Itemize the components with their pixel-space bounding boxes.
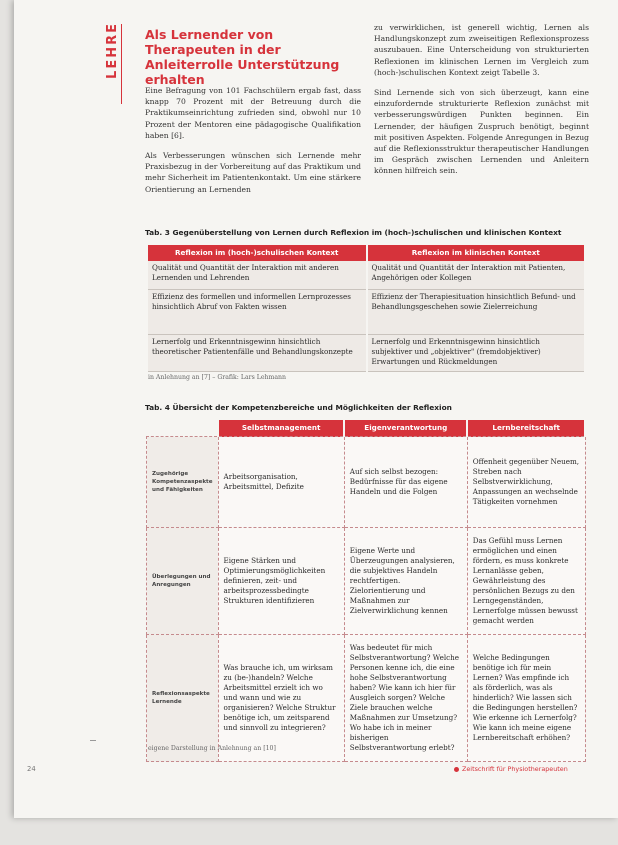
table-cell: Effizienz der Therapiesituation hinsichtlich Befund- und Behandlungsgeschehen sowie Zielerreichung <box>367 290 586 335</box>
paragraph: Als Verbesserungen wünschen sich Lernende mehr Praxisbezug in der Vorbereitung auf das Praktikum und mehr Sicherheit im Patientenkontakt. Um eine stärkere Orientierung an Lernenden <box>145 151 361 194</box>
bullet-icon <box>454 767 459 772</box>
section-label: LEHRE <box>105 22 120 79</box>
paragraph: Eine Befragung von 101 Fachschülern ergab fast, dass knapp 70 Prozent mit der Betreuung durch die Praktikumseinrichtung zufrieden sind, obwohl nur 10 Prozent der Mentoren eine pädagogische Qualifikation haben [6]. <box>145 86 361 140</box>
table-cell: Offenheit gegenüber Neuem, Streben nach Selbstverwirklichung, Anpassungen an wechselnde Tätigkeiten vornehmen <box>467 437 585 528</box>
table-row <box>147 437 586 528</box>
table-header-cell: Lernbereitschaft <box>467 420 585 437</box>
table-row <box>147 635 586 762</box>
table-header-cell: Eigenverantwortung <box>344 420 467 437</box>
table3-caption: Tab. 3 Gegenüberstellung von Lernen durch Reflexion im (hoch-)schulischen und klinischen Kontext <box>145 228 562 237</box>
table-cell: Eigene Stärken und Optimierungsmöglichkeiten definieren, zeit- und arbeitsprozessbedingte Strukturen identifizieren <box>218 528 344 635</box>
table-header-cell: Reflexion im (hoch-)schulischen Kontext <box>148 245 367 261</box>
table-cell: Qualität und Quantität der Interaktion mit anderen Lernenden und Lehrenden <box>148 261 367 290</box>
article-title: Als Lernender von Therapeuten in der Anleiterrolle Unterstützung erhalten <box>145 27 340 87</box>
page-number: 24 <box>27 765 36 773</box>
table3-footnote: in Anlehnung an [7] – Grafik: Lars Lehmann <box>148 374 287 381</box>
paragraph: Sind Lernende sich von sich überzeugt, kann eine einzufordernde strukturierte Reflexion zunächst mit verbesserungswürdigen Punkten beginnen. Ein Lernender, der häufigen Zuspruch benötigt, beginnt mit positiven Aspekten. Folgende Anregungen in Bezug auf die Reflexionsstruktur therapeutischer Handlungen im Gespräch zwischen Lernenden und Anleitern können hilfreich sein. <box>374 88 589 176</box>
table4 <box>146 420 586 762</box>
table-cell: Lernerfolg und Erkenntnisgewinn hinsichtlich subjektiver und „objektiver" (fremdobjektiver) Erwartungen und Rückmeldungen <box>367 335 586 372</box>
row-label: Zugehörige Kompetenzaspekte und Fähigkeiten <box>147 437 219 528</box>
table4-footnote: eigene Darstellung in Anlehnung an [10] <box>148 745 276 752</box>
margin-mark <box>90 740 96 741</box>
table-row <box>148 335 585 372</box>
section-rule <box>121 24 122 104</box>
table4-caption: Tab. 4 Übersicht der Kompetenzbereiche und Möglichkeiten der Reflexion <box>145 403 452 412</box>
table3 <box>148 245 586 372</box>
paragraph: zu verwirklichen, ist generell wichtig, Lernen als Handlungskonzept zum zweiseitigen Reflexionsprozess auszubauen. Eine Unterscheidung von strukturierten Reflexionen im klinischen Lernen im Vergleich zum (hoch-)schulischen Kontext zeigt Tabelle 3. <box>374 23 589 77</box>
journal-name: Zeitschrift für Physiotherapeuten <box>462 765 568 773</box>
table-cell: Das Gefühl muss Lernen ermöglichen und einen fördern, es muss konkrete Lernanlässe geben, Gewährleistung des persönlichen Bezugs zu den Lerngegenständen, Lernerfolge müssen bewusst gemacht werden <box>467 528 585 635</box>
journal-footer <box>454 765 568 773</box>
table-row <box>148 261 585 290</box>
row-label: Überlegungen und Anregungen <box>147 528 219 635</box>
table-row <box>147 528 586 635</box>
table-cell: Qualität und Quantität der Interaktion mit Patienten, Angehörigen oder Kollegen <box>367 261 586 290</box>
table-row <box>148 290 585 335</box>
table-header-row <box>147 420 586 437</box>
table-cell: Was bedeutet für mich Selbstverantwortung? Welche Personen kenne ich, die eine hohe Selbstverantwortung haben? Wie kann ich hier für Ausgleich sorgen? Welche Ziele brauchen welche Maßnahmen zur Umsetzung? Wo habe ich in meiner bisherigen Selbstverantwortung erlebt? <box>344 635 467 762</box>
table-cell: Welche Bedingungen benötige ich für mein Lernen? Was empfinde ich als förderlich, was als hinderlich? Wie lassen sich die Bedingungen herstellen? Wie erkenne ich Lernerfolg? Wie kann ich meine eigene Lernbereitschaft erhöhen? <box>467 635 585 762</box>
table-cell: Arbeitsorganisation, Arbeitsmittel, Defizite <box>218 437 344 528</box>
row-label: Reflexionsaspekte Lernende <box>147 635 219 762</box>
table-header-row <box>148 245 585 261</box>
table-header-corner <box>147 420 219 437</box>
table-cell: Effizienz des formellen und informellen Lernprozesses hinsichtlich Abruf von Fakten wissen <box>148 290 367 335</box>
table-cell: Auf sich selbst bezogen: Bedürfnisse für das eigene Handeln und die Folgen <box>344 437 467 528</box>
table-header-cell: Selbstmanagement <box>218 420 344 437</box>
left-text-column <box>145 85 361 204</box>
right-text-column <box>374 22 589 186</box>
table-header-cell: Reflexion im klinischen Kontext <box>367 245 586 261</box>
table-cell: Was brauche ich, um wirksam zu (be-)handeln? Welche Arbeitsmittel erzielt ich wo und wann und wie zu organisieren? Welche Struktur benötige ich, um zeitsparend und sinnvoll zu integrieren? <box>218 635 344 762</box>
table-cell: Lernerfolg und Erkenntnisgewinn hinsichtlich theoretischer Patientenfälle und Behandlungskonzepte <box>148 335 367 372</box>
table-cell: Eigene Werte und Überzeugungen analysieren, die subjektives Handeln rechtfertigen. Zielorientierung und Maßnahmen zur Zielverwirklichung kennen <box>344 528 467 635</box>
